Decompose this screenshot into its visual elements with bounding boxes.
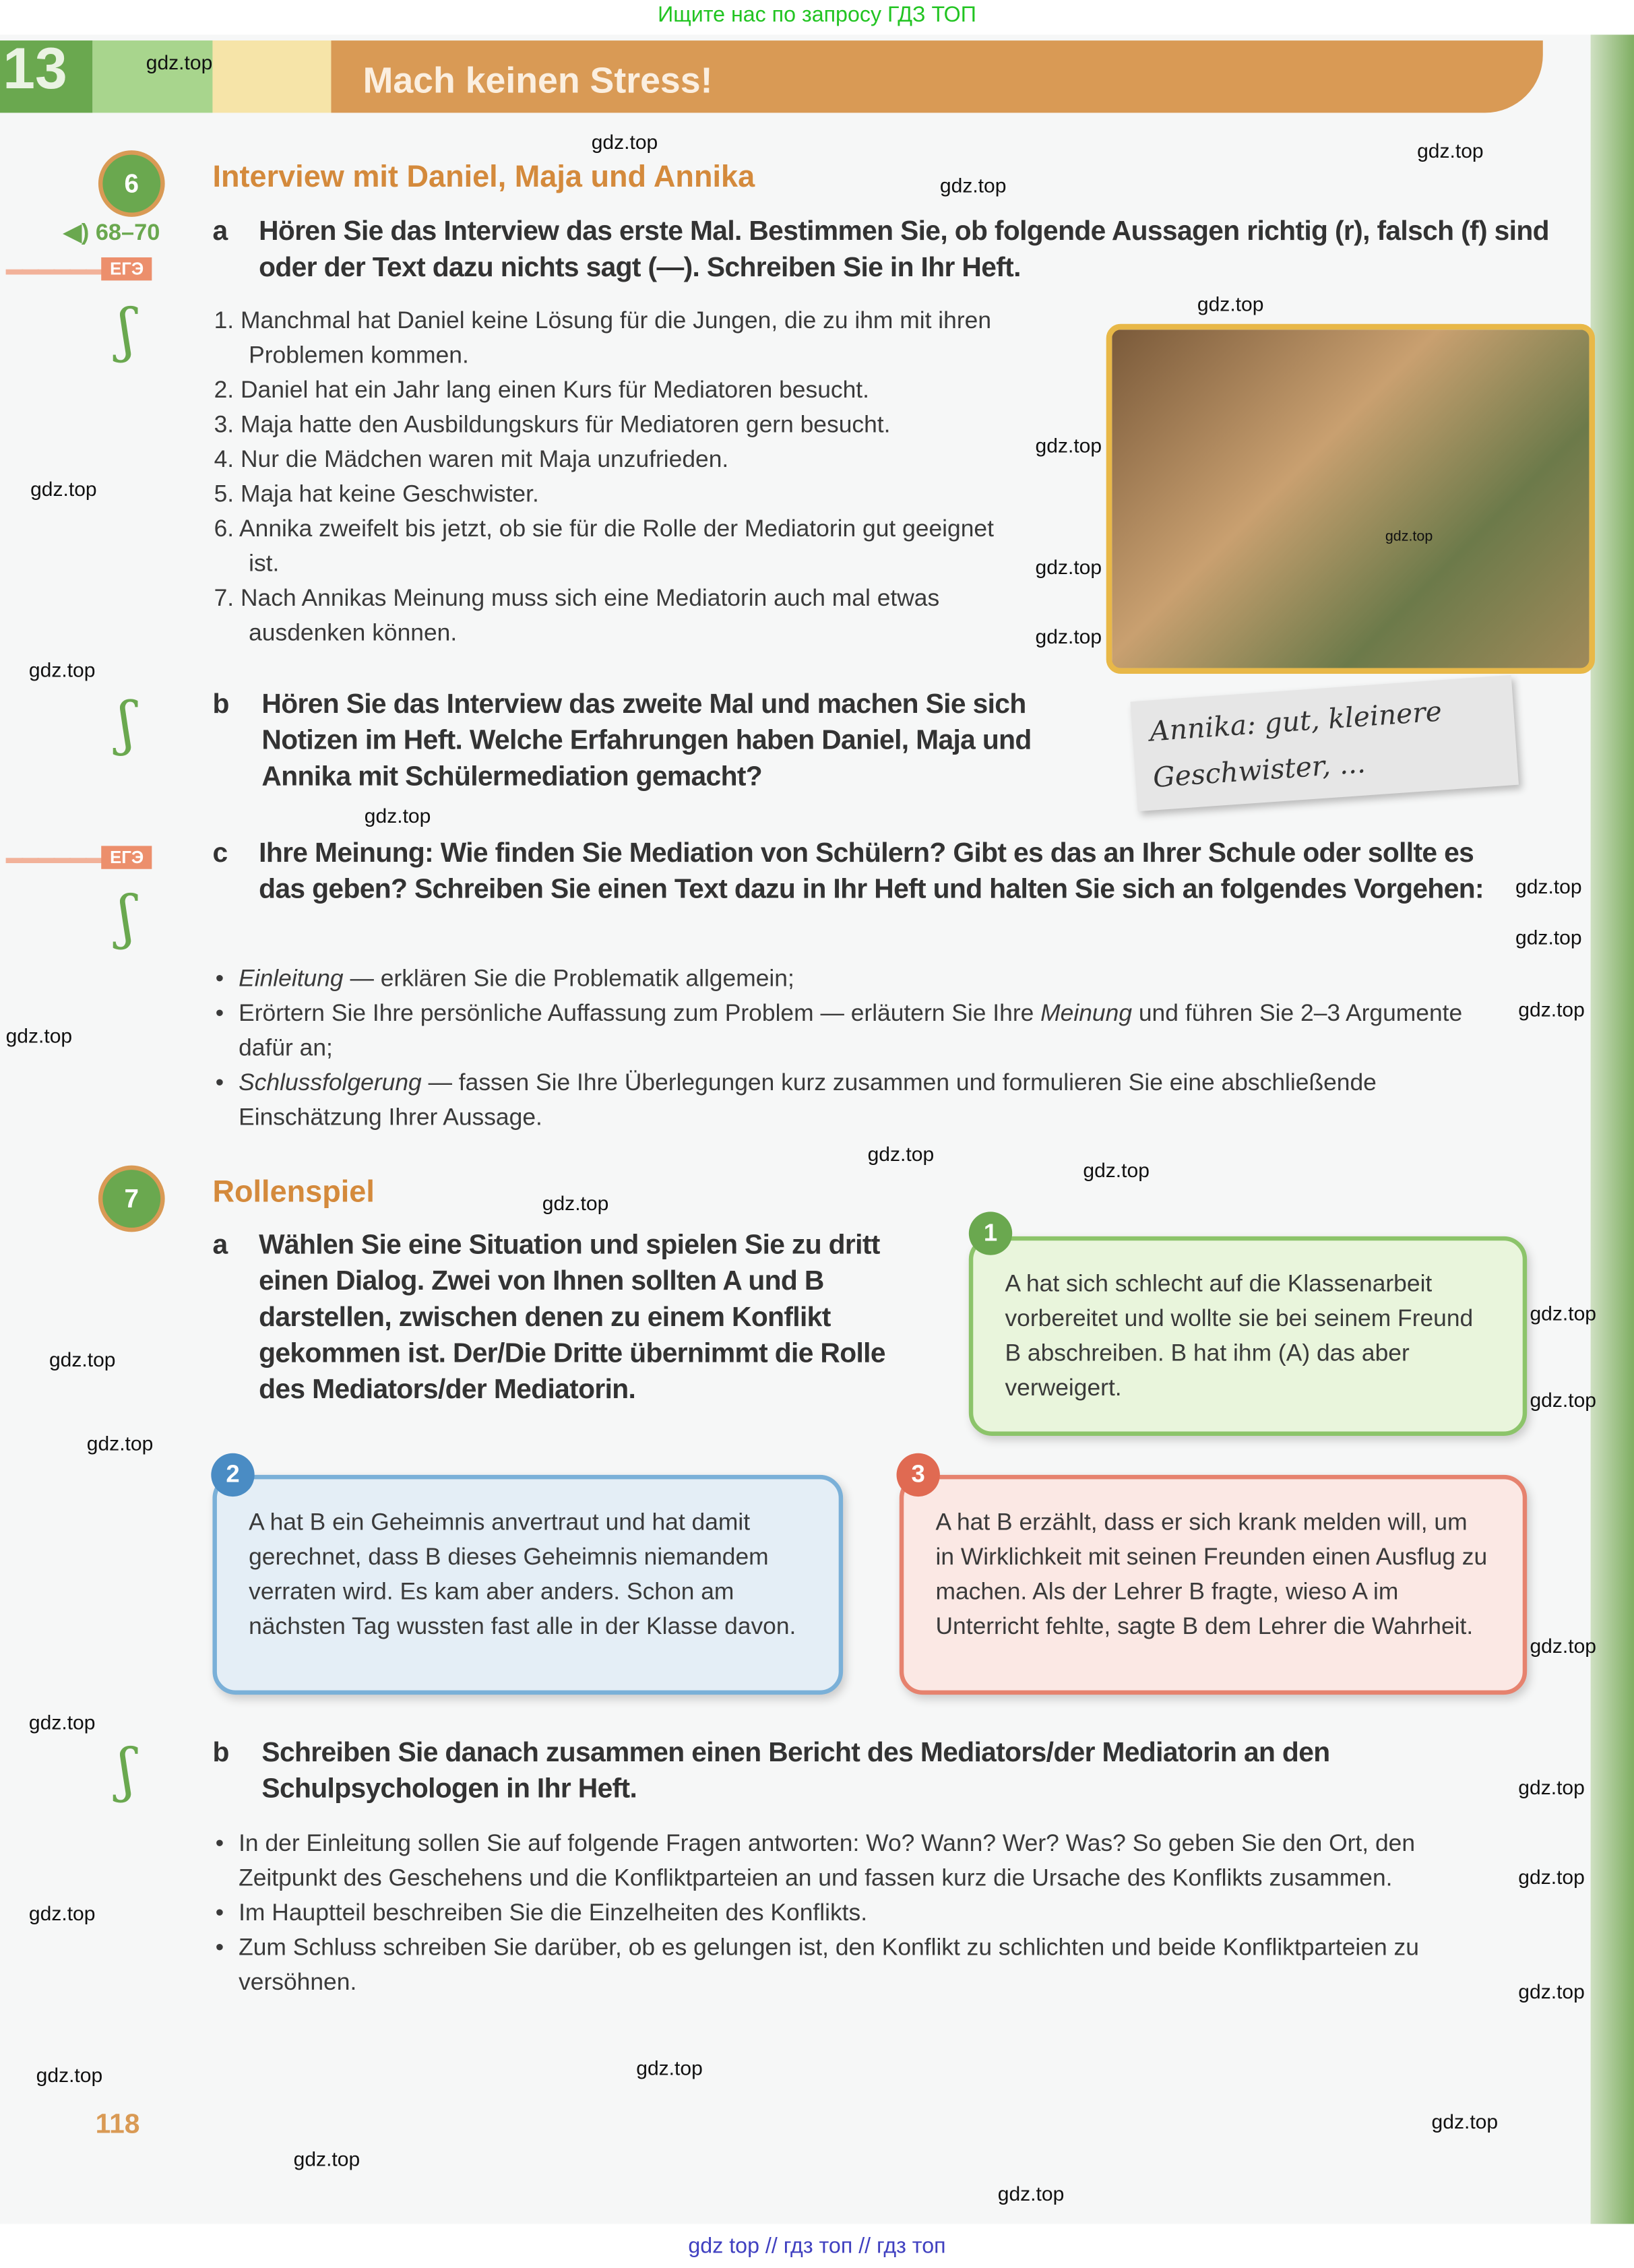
watermark: gdz.top — [28, 1901, 96, 1925]
writing-icon: ʃ — [118, 885, 135, 952]
procedure-item — [212, 1066, 1507, 1135]
speaker-icon: ◀) — [63, 221, 90, 246]
item-text: Erörtern Sie Ihre persönliche Auffassung zum Problem — erläutern Sie Ihre — [239, 1001, 1041, 1027]
interview-photo — [1106, 324, 1595, 674]
watermark: gdz.top — [5, 1023, 73, 1047]
exercise-7-number: 7 — [98, 1166, 165, 1232]
guideline-item: • Im Hauptteil beschreiben Sie die Einzelheiten des Konflikts. — [212, 1895, 1507, 1930]
ege-dashes: ▬▬▬▬▬▬ — [5, 259, 102, 280]
situation-text: A hat sich schlecht auf die Klassenarbeit vorbereitet und wollte sie bei seinem Freund B abschreiben. B hat ihm (A) das aber verweigert. — [1005, 1271, 1474, 1401]
task-letter-c: c — [212, 838, 228, 869]
top-banner[interactable]: Ищите нас по запросу ГДЗ ТОП — [658, 3, 976, 28]
watermark: gdz.top — [1530, 1633, 1597, 1658]
procedure-item — [212, 962, 1507, 997]
watermark: gdz.top — [49, 1348, 116, 1371]
bottom-banner[interactable]: gdz top // гдз топ // гдз топ — [688, 2234, 946, 2259]
watermark: gdz.top — [1035, 433, 1102, 458]
situation-badge-1: 1 — [969, 1211, 1012, 1255]
item-term: Meinung — [1040, 1001, 1133, 1027]
watermark: gdz.top — [1518, 1979, 1585, 2003]
statement: 6. Annika zweifelt bis jetzt, ob sie für die Rolle der Mediatorin gut geeignet ist. — [214, 516, 994, 577]
watermark: gdz.top — [1515, 925, 1582, 949]
watermark: gdz.top — [939, 173, 1007, 197]
watermark: gdz.top — [1530, 1388, 1597, 1412]
statement-list — [214, 304, 1024, 651]
situation-text: A hat B ein Geheimnis anvertraut und hat damit gerechnet, dass B dieses Geheimnis niemandem verraten wird. Es kam aber anders. Schon am nächsten Tag wussten fast alle in der Klasse davon. — [249, 1509, 796, 1640]
statement: 1. Manchmal hat Daniel keine Lösung für die Jungen, die zu ihm mit ihren Problemen kommen. — [214, 308, 992, 369]
item-text: — erklären Sie die Problematik allgemein; — [343, 966, 794, 993]
watermark: gdz.top — [1431, 2110, 1499, 2133]
ege-marker — [6, 844, 152, 871]
watermark: gdz.top — [1035, 555, 1102, 579]
exercise-7-title: Rollenspiel — [212, 1175, 375, 1209]
watermark: gdz.top — [997, 2182, 1065, 2205]
procedure-list — [212, 962, 1507, 1135]
exercise-6-number: 6 — [98, 150, 165, 217]
task-7a-instruction: Wählen Sie eine Situation und spielen Sie zu dritt einen Dialog. Zwei von Ihnen sollten A und B darstellen, zwischen denen zu einem Konflikt gekommen ist. Der/Die Dritte übernimmt die Rolle des Mediators/der Mediatorin. — [259, 1230, 885, 1406]
situation-card-1[interactable] — [969, 1236, 1527, 1436]
task-6b-instruction: Hören Sie das Interview das zweite Mal und machen Sie sich Notizen im Heft. Welche Erfahrungen haben Daniel, Maja und Annika mit Schülermediation gemacht? — [261, 689, 1032, 793]
watermark: gdz.top — [867, 1142, 935, 1166]
statement: 7. Nach Annikas Meinung muss sich eine Mediatorin auch mal etwas ausdenken können. — [214, 586, 940, 647]
situation-card-3[interactable] — [900, 1475, 1527, 1695]
watermark: gdz.top — [30, 477, 97, 501]
task-letter-a: a — [212, 216, 228, 247]
chapter-number: 13 — [0, 40, 92, 113]
item-text: und führen Sie 2–3 Argumente dafür an; — [239, 1001, 1463, 1062]
watermark: gdz.top — [1518, 1865, 1585, 1889]
ege-dashes: ▬▬▬▬▬▬ — [5, 847, 102, 868]
handwritten-note: Annika: gut, kleinere Geschwister, ... — [1130, 675, 1519, 811]
situation-badge-2: 2 — [211, 1453, 254, 1497]
book-spine — [1591, 35, 1634, 2224]
watermark: gdz.top — [1518, 997, 1585, 1021]
watermark: gdz.top — [591, 130, 658, 154]
watermark: gdz.top — [364, 804, 431, 827]
guideline-item: • In der Einleitung sollen Sie auf folgende Fragen antworten: Wo? Wann? Wer? Was? So geben Sie den Ort, den Zeitpunkt des Geschehens und die Konfliktparteien an und fassen kurz die Ursache des Konflikts zusammen. — [212, 1826, 1507, 1895]
writing-icon: ʃ — [118, 691, 135, 758]
writing-icon: ʃ — [118, 1738, 135, 1805]
watermark: gdz.top — [86, 1431, 154, 1455]
ege-marker — [6, 256, 152, 282]
report-guidelines — [212, 1826, 1507, 2000]
watermark: gdz.top — [1197, 292, 1264, 315]
watermark: gdz.top — [1385, 529, 1433, 546]
watermark: gdz.top — [28, 1710, 96, 1734]
watermark: gdz.top — [28, 658, 96, 681]
statement: 2. Daniel hat ein Jahr lang einen Kurs für Mediatoren besucht. — [214, 377, 869, 404]
watermark: gdz.top — [36, 2063, 103, 2087]
watermark: gdz.top — [1518, 1775, 1585, 1799]
watermark: gdz.top — [1530, 1301, 1597, 1325]
statement: 4. Nur die Mädchen waren mit Maja unzufrieden. — [214, 447, 729, 473]
item-term: Einleitung — [239, 966, 344, 993]
item-text: — fassen Sie Ihre Überlegungen kurz zusammen und formulieren Sie eine abschließende Einschätzung Ihrer Aussage. — [239, 1070, 1377, 1131]
watermark: gdz.top — [293, 2147, 360, 2171]
page-number: 118 — [95, 2110, 140, 2141]
watermark: gdz.top — [146, 51, 213, 74]
ege-badge: ЕГЭ — [101, 257, 152, 280]
task-letter-b: b — [212, 689, 230, 720]
procedure-item — [212, 997, 1507, 1066]
guideline-item: • Zum Schluss schreiben Sie darüber, ob es gelungen ist, den Konflikt zu schlichten und beide Konfliktparteien zu versöhnen. — [212, 1930, 1507, 2000]
statement: 5. Maja hat keine Geschwister. — [214, 481, 539, 508]
item-term: Schlussfolgerung — [239, 1070, 422, 1096]
situation-card-2[interactable] — [212, 1475, 843, 1695]
task-7b-instruction: Schreiben Sie danach zusammen einen Bericht des Mediators/der Mediatorin an den Schulpsychologen in Ihr Heft. — [261, 1738, 1330, 1805]
ege-badge: ЕГЭ — [101, 846, 152, 869]
audio-track[interactable] — [63, 218, 160, 247]
task-letter-a: a — [212, 1230, 228, 1261]
watermark: gdz.top — [542, 1191, 609, 1215]
situation-text: A hat B erzählt, dass er sich krank melden will, um in Wirklichkeit mit seinen Freunden einen Ausflug zu machen. Als der Lehrer B fragte, wieso A im Unterricht fehlte, sagte B dem Lehrer die Wahrheit. — [935, 1509, 1488, 1640]
task-letter-b: b — [212, 1738, 230, 1769]
statement: 3. Maja hatte den Ausbildungskurs für Mediatoren gern besucht. — [214, 412, 891, 439]
task-6c-instruction: Ihre Meinung: Wie finden Sie Mediation von Schülern? Gibt es das an Ihrer Schule oder sollte es das geben? Schreiben Sie einen Text dazu in Ihr Heft und halten Sie sich an folgendes Vorgehen: — [259, 838, 1484, 906]
watermark: gdz.top — [1515, 875, 1582, 898]
header-stripe-yellow — [212, 40, 331, 113]
exercise-6-title: Interview mit Daniel, Maja und Annika — [212, 160, 755, 194]
watermark: gdz.top — [1035, 625, 1102, 648]
watermark: gdz.top — [1417, 139, 1484, 162]
writing-icon: ʃ — [118, 298, 135, 365]
audio-track-number: 68–70 — [95, 221, 160, 246]
chapter-title: Mach keinen Stress! — [331, 40, 1542, 113]
situation-badge-3: 3 — [897, 1453, 940, 1497]
task-6a-instruction: Hören Sie das Interview das erste Mal. Bestimmen Sie, ob folgende Aussagen richtig (r), falsch (f) sind oder der Text dazu nichts sagt (—). Schreiben Sie in Ihr Heft. — [259, 216, 1549, 284]
watermark: gdz.top — [636, 2056, 703, 2079]
watermark: gdz.top — [1083, 1158, 1150, 1182]
